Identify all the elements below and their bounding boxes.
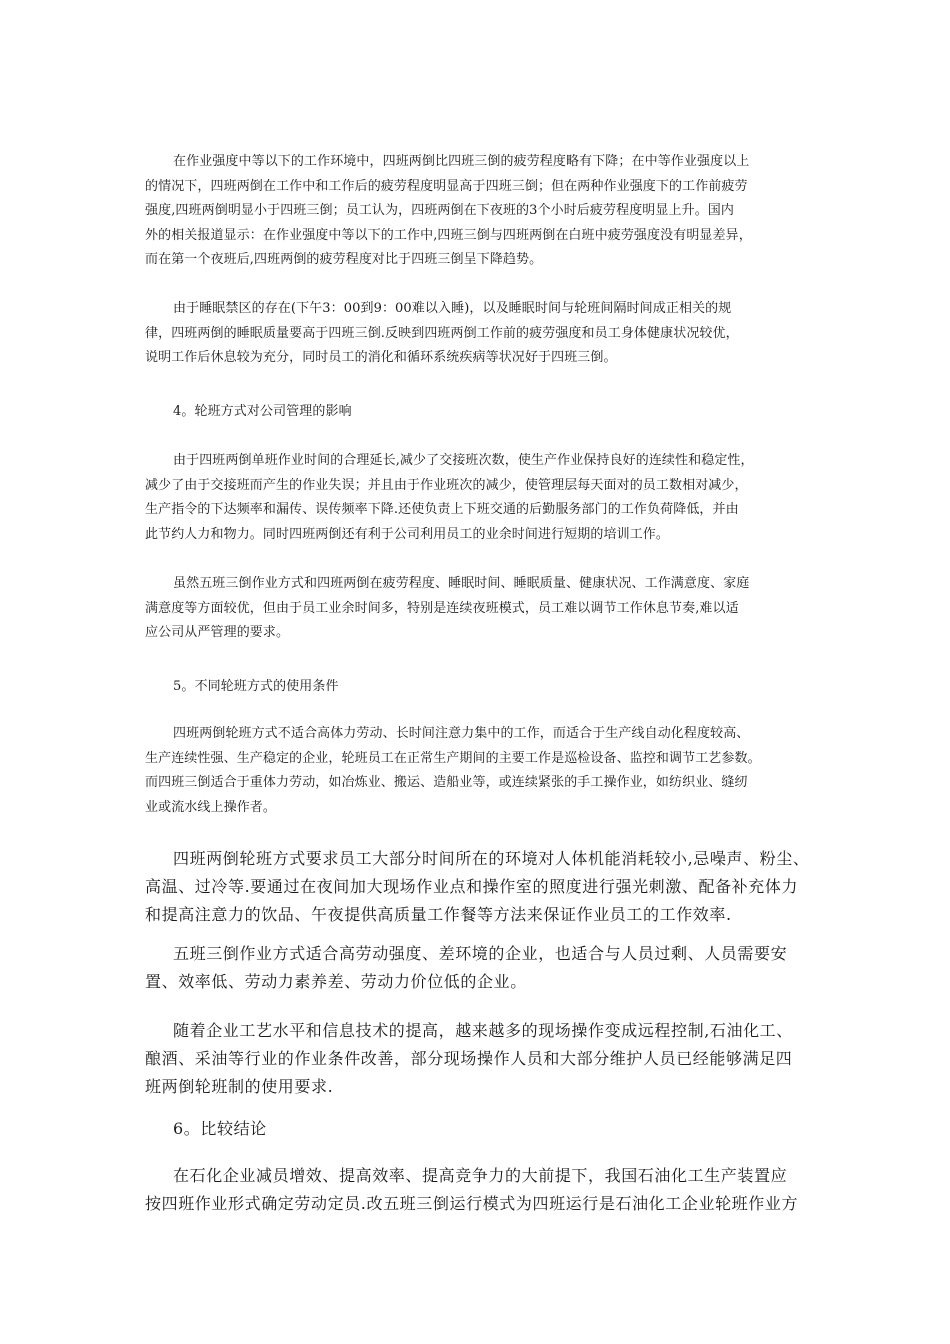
paragraph-conclusion bbox=[145, 1162, 810, 1218]
paragraph-sleep-quality bbox=[145, 297, 810, 371]
paragraph-fatigue-comparison bbox=[145, 150, 810, 273]
text-line: 生产连续性强、生产稳定的企业，轮班员工在正常生产期间的主要工作是巡检设备、监控和调节工艺参数。 bbox=[145, 750, 761, 766]
text-line: 满意度等方面较优，但由于员工业余时间多，特别是连续夜班模式，员工难以调节工作休息节奏,难以适 bbox=[145, 600, 739, 616]
text-line: 此节约人力和物力。同时四班两倒还有利于公司利用员工的业余时间进行短期的培训工作。 bbox=[145, 526, 670, 542]
text-line: 生产指令的下达频率和漏传、误传频率下降.还使负责上下班交通的后勤服务部门的工作负荷降低，并由 bbox=[145, 502, 739, 517]
text-line: 按四班作业形式确定劳动定员.改五班三倒运行模式为四班运行是石油化工企业轮班作业方 bbox=[145, 1194, 799, 1213]
text-line: 四班两倒轮班方式要求员工大部分时间所在的环境对人体机能消耗较小,忌噪声、粉尘、 bbox=[173, 849, 810, 868]
text-line: 由于四班两倒单班作业时间的合理延长,减少了交接班次数，使生产作业保持良好的连续性和稳定性， bbox=[173, 453, 754, 468]
text-line: 减少了由于交接班而产生的作业失误；并且由于作业班次的减少，使管理层每天面对的员工数相对减少， bbox=[145, 477, 748, 493]
text-line: 由于睡眠禁区的存在(下午3：00到9：00难以入睡)，以及睡眠时间与轮班间隔时间成正相关的规 bbox=[173, 301, 732, 316]
text-line: 和提高注意力的饮品、午夜提供高质量工作餐等方法来保证作业员工的工作效率. bbox=[145, 905, 732, 924]
text-line: 而四班三倒适合于重体力劳动，如冶炼业、搬运、造船业等，或连续紧张的手工操作业，如纺织业、缝纫 bbox=[145, 775, 748, 790]
text-line: 强度,四班两倒明显小于四班三倒；员工认为，四班两倒在下夜班的3个小时后疲劳程度明显上升。国内 bbox=[145, 203, 735, 218]
text-line: 在作业强度中等以下的工作环境中，四班两倒比四班三倒的疲劳程度略有下降；在中等作业强度以上 bbox=[173, 154, 750, 169]
text-line: 应公司从严管理的要求。 bbox=[145, 625, 290, 640]
section-heading-5: 5。不同轮班方式的使用条件 bbox=[173, 679, 339, 694]
paragraph-five-shift-suitability bbox=[145, 940, 810, 996]
paragraph-technology-advancement bbox=[145, 1017, 810, 1101]
text-line: 说明工作后休息较为充分，同时员工的消化和循环系统疾病等状况好于四班三倒。 bbox=[145, 350, 617, 365]
text-line: 四班两倒轮班方式不适合高体力劳动、长时间注意力集中的工作，而适合于生产线自动化程度较高、 bbox=[173, 726, 750, 741]
text-line: 律，四班两倒的睡眠质量要高于四班三倒.反映到四班两倒工作前的疲劳强度和员工身体健康状况较优， bbox=[145, 325, 739, 341]
text-line: 业或流水线上操作者。 bbox=[145, 799, 277, 815]
text-line: 置、效率低、劳动力素养差、劳动力价位低的企业。 bbox=[145, 972, 527, 991]
text-line: 五班三倒作业方式适合高劳动强度、差环境的企业，也适合与人员过剩、人员需要安 bbox=[173, 944, 788, 963]
section-heading-4: 4。轮班方式对公司管理的影响 bbox=[173, 404, 352, 419]
text-line: 班两倒轮班制的使用要求. bbox=[145, 1077, 334, 1096]
text-line: 虽然五班三倒作业方式和四班两倒在疲劳程度、睡眠时间、睡眠质量、健康状况、工作满意度、家庭 bbox=[173, 576, 750, 591]
text-line: 而在第一个夜班后,四班两倒的疲劳程度对比于四班三倒呈下降趋势。 bbox=[145, 252, 543, 267]
paragraph-environment-requirements bbox=[145, 845, 810, 929]
paragraph-usage-conditions bbox=[145, 722, 810, 820]
text-line: 在石化企业减员增效、提高效率、提高竞争力的大前提下，我国石油化工生产装置应 bbox=[173, 1166, 788, 1185]
text-line: 外的相关报道显示：在作业强度中等以下的工作中,四班三倒与四班两倒在白班中疲劳强度没有明显差异， bbox=[145, 227, 752, 243]
text-line: 随着企业工艺水平和信息技术的提高，越来越多的现场操作变成远程控制,石油化工、 bbox=[173, 1021, 793, 1040]
text-line: 高温、过冷等.要通过在夜间加大现场作业点和操作室的照度进行强光刺激、配备补充体力 bbox=[145, 877, 799, 896]
text-line: 的情况下，四班两倒在工作中和工作后的疲劳程度明显高于四班三倒；但在两种作业强度下的工作前疲劳 bbox=[145, 178, 748, 194]
section-heading-6: 6。比较结论 bbox=[173, 1119, 267, 1138]
paragraph-five-shift-comparison bbox=[145, 572, 810, 646]
paragraph-management-impact bbox=[145, 449, 810, 547]
text-line: 酿酒、采油等行业的作业条件改善，部分现场操作人员和大部分维护人员已经能够满足四 bbox=[145, 1049, 793, 1068]
